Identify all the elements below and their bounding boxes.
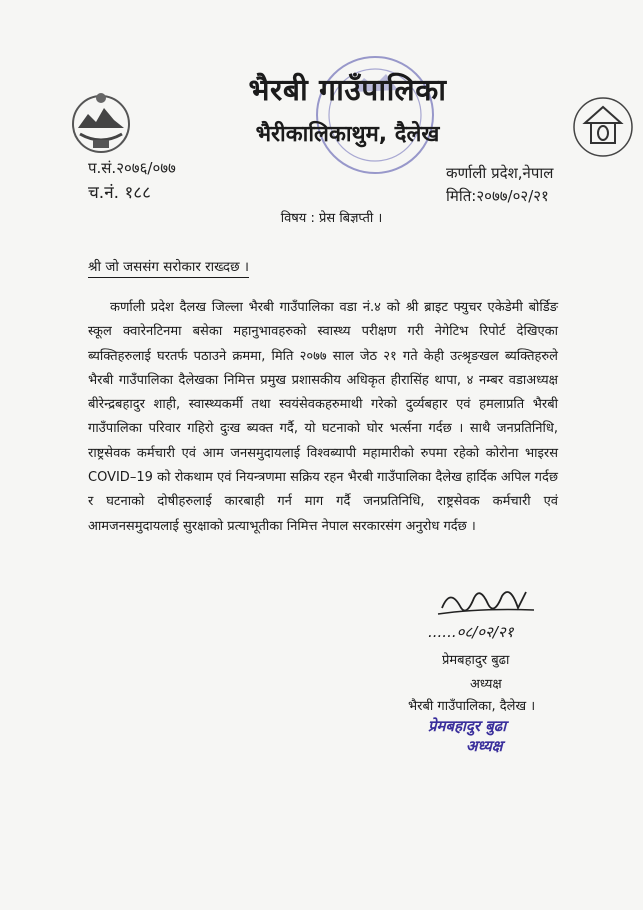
signatory-role: अध्यक्ष bbox=[470, 677, 502, 692]
signatory-name: प्रेमबहादुर बुढा bbox=[442, 653, 510, 668]
seal-name: प्रेमबहादुर बुढा bbox=[428, 717, 507, 735]
salutation: श्री जो जससंग सरोकार राख्दछ । bbox=[88, 257, 249, 278]
province-address: कर्णाली प्रदेश,नेपाल bbox=[446, 164, 554, 182]
letter-number: प.सं.२०७६/०७७ bbox=[88, 159, 176, 177]
page-subtitle: भैरीकालिकाथुम, दैलेख bbox=[255, 122, 440, 147]
page-title: भैरबी गाउँपालिका bbox=[248, 73, 447, 108]
signatory-office: भैरबी गाउँपालिका, दैलेख । bbox=[408, 699, 536, 714]
subject-line: विषय : प्रेस बिज्ञप्ती । bbox=[280, 211, 383, 226]
letter-date: मिति:२०७७/०२/२१ bbox=[446, 187, 549, 205]
seal-role: अध्यक्ष bbox=[466, 737, 503, 755]
letter-body: कर्णाली प्रदेश दैलख जिल्ला भैरबी गाउँपालिका वडा नं.४ को श्री ब्राइट फ्युचर एकेडेमी बोर्डिङ स्कूल क्वारेनटिनमा बसेका महानुभावहरुको स्वास्थ्य परीक्षण गरी नेगेटिभ रिपोर्ट देखिएका ब्यक्तिहरुलाई घरतर्फ पठाउने क्रममा, मिति २०७७ साल जेठ २१ गते केही उत्श्रृङखल ब्यक्तिहरुले भैरबी गाउँपालिका दैलेखका निमित्त प्रमुख प्रशासकीय अधिकृत हीरासिंह थापा, ४ नम्बर वडाअध्यक्ष बीरेन्द्रबहादुर शाही, स्वास्थ्यकर्मी तथा स्वयंसेवकहरुमाथी गरेको दुर्व्यबहार एवं हमलाप्रति भैरबी गाउँपालिका परिवार गहिरो दुःख ब्यक्त गर्दै, यो घटनाको घोर भर्त्सना गर्दछ । साथै जनप्रतिनिधि, राष्ट्रसेवक कर्मचारी एवं आम जनसमुदायलाई विश्वब्यापी महामारीको रुपमा रहेको कोरोना भाइरस COVID–19 को रोकथाम एवं नियन्त्रणमा सक्रिय रहन भैरबी गाउँपालिका दैलेख हार्दिक अपिल गर्दछ र घटनाको दोषीहरुलाई कारबाही गर्न माग गर्दै जनप्रतिनिधि, राष्ट्रसेवक कर्मचारी एवं आमजनसमुदायलाई सुरक्षाको प्रत्याभूतीका निमित्त नेपाल सरकारसंग अनुरोध गर्दछ । bbox=[88, 300, 558, 534]
signature-date: ......०८/०२/२१ bbox=[428, 623, 514, 641]
dispatch-number: च.नं. १८८ bbox=[88, 183, 151, 203]
